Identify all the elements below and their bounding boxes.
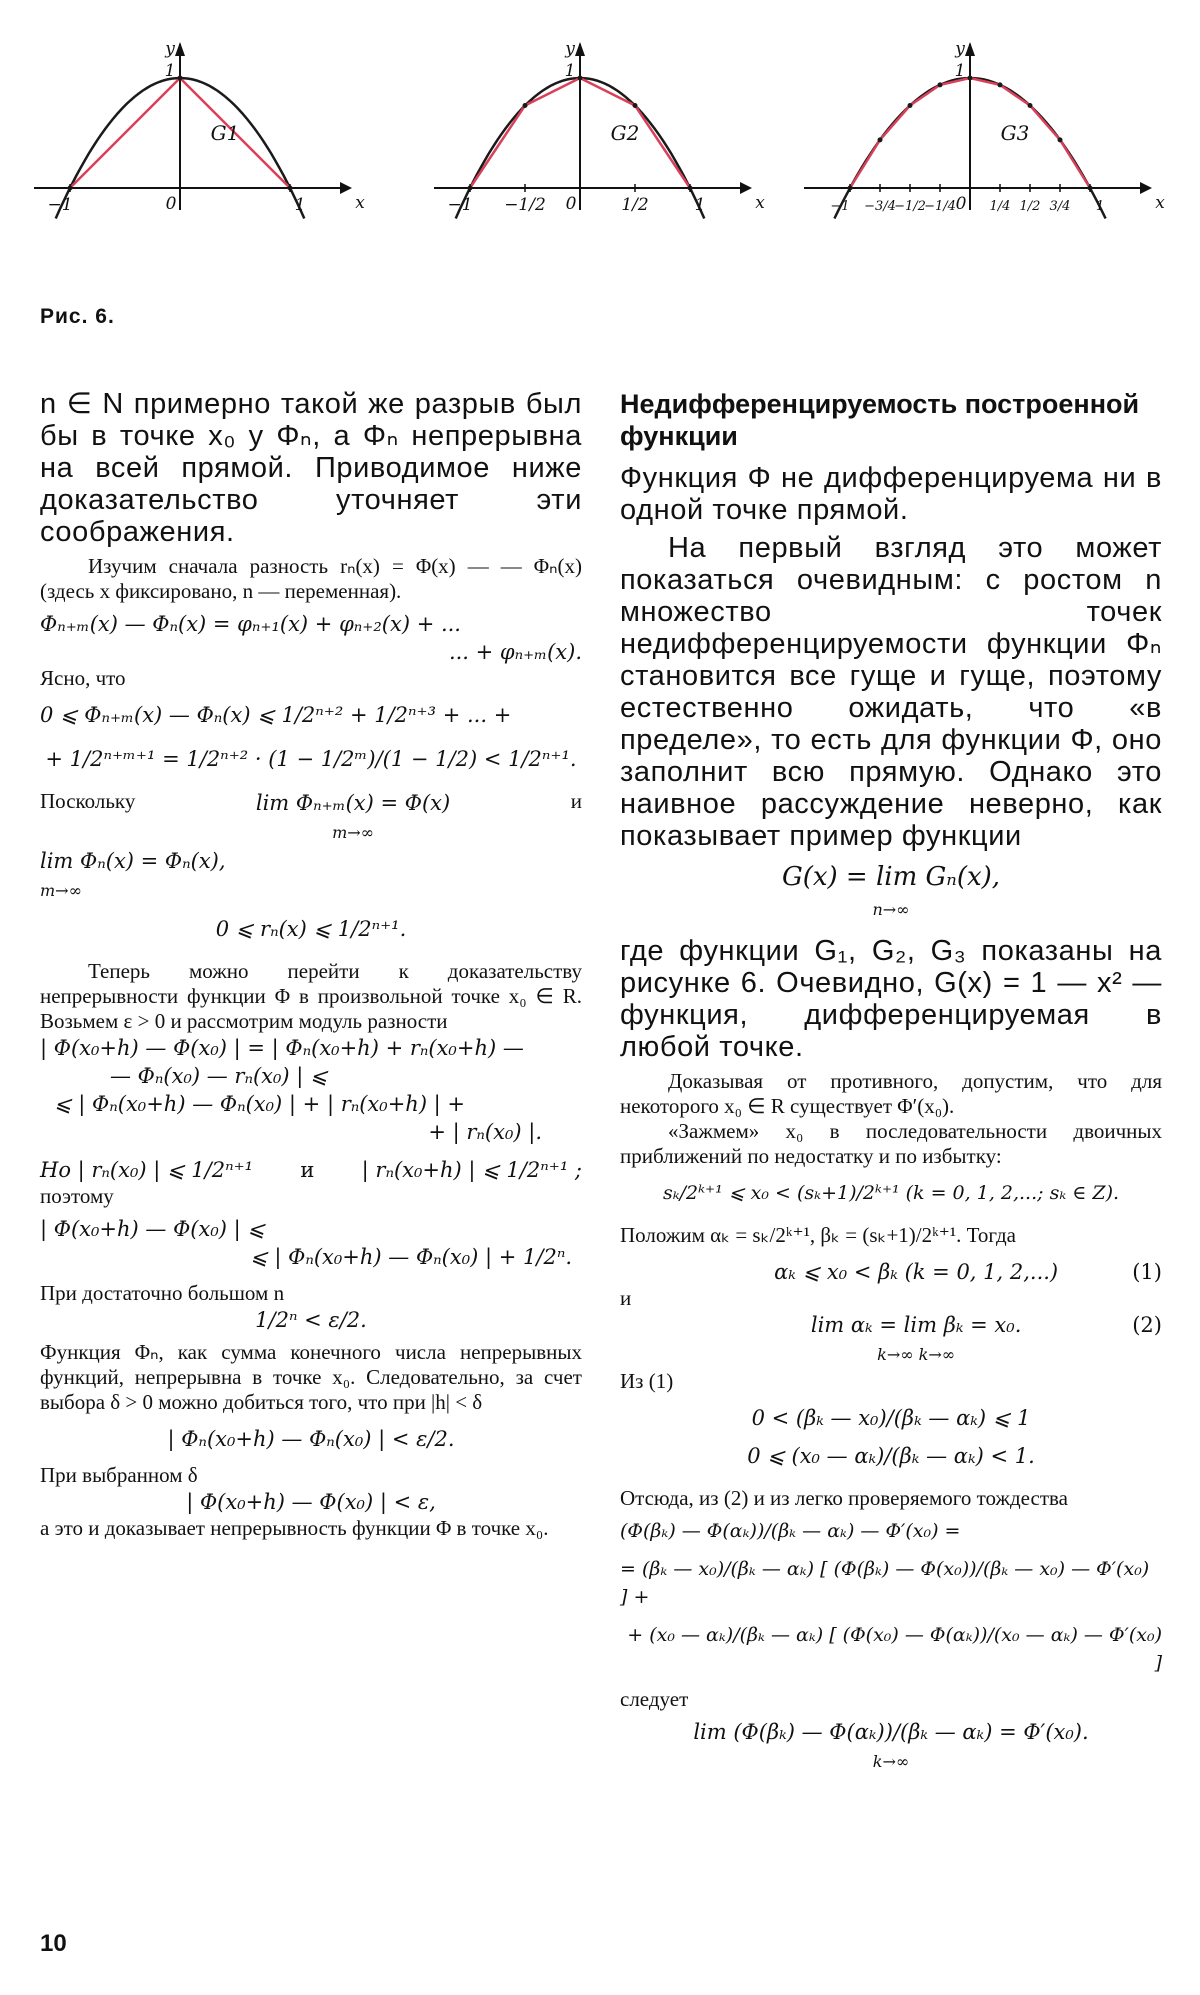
paragraph: «Зажмем» x₀ в последовательности двоичных приближений по недостатку и по избытку: (620, 1119, 1162, 1168)
vertex-point (1058, 137, 1063, 142)
equation: = (βₖ — x₀)/(βₖ — αₖ) [ (Φ(βₖ) — Φ(x₀))/(βₖ — x₀) — Φ′(x₀) ] + (620, 1558, 1150, 1608)
equation: 0 ⩽ rₙ(x) ⩽ 1/2ⁿ⁺¹. (215, 917, 407, 941)
limit-expression: lim Φₙ(x) = Φₙ(x), (40, 849, 226, 873)
limit-subscript: n→∞ (872, 900, 910, 919)
one-label: 1 (954, 61, 966, 81)
x-axis-label: x (1155, 193, 1165, 213)
equation: | rₙ(x₀+h) | ⩽ 1/2ⁿ⁺¹ ; (361, 1158, 582, 1182)
paragraph: Отсюда, из (2) и из легко проверяемого тождества (620, 1486, 1068, 1510)
equation: ... + φₙ₊ₘ(x). (448, 640, 582, 664)
paragraph: Изучим сначала разность rₙ(x) = Φ(x) — — Φₙ(x) (здесь x фиксировано, n — переменная). (40, 554, 582, 603)
equation: sₖ/2ᵏ⁺¹ ⩽ x₀ < (sₖ+1)/2ᵏ⁺¹ (k = 0, 1, 2,...; sₖ ∈ Z). (662, 1182, 1120, 1204)
vertex-point (633, 103, 638, 108)
equation: | Φ(x₀+h) — Φ(x₀) | < ε, (186, 1490, 436, 1514)
y-axis-label: y (165, 40, 175, 59)
limit-subscript: k→∞ (872, 1752, 910, 1771)
equation-row (620, 1311, 1162, 1369)
paragraph: где функции G₁, G₂, G₃ показаны на рисунке 6. Очевидно, G(x) = 1 — x² — функция, дифференцируемая в любой точке. (620, 935, 1162, 1063)
limit-expression: lim αₖ = lim βₖ = x₀. (810, 1313, 1022, 1337)
equation: — Φₙ(x₀) — rₙ(x₀) | ⩽ (110, 1064, 328, 1088)
paragraph: а это и доказывает непрерывность функции Φ в точке x₀. (40, 1516, 549, 1540)
section-heading: Недифференцируемость построенной функции (620, 389, 1140, 451)
vertex-point (178, 76, 183, 81)
tick-label: 1/2 (1019, 199, 1041, 214)
equation (620, 1718, 1162, 1776)
tick-label: −1 (830, 199, 850, 214)
paragraph: Положим αₖ = sₖ/2ᵏ⁺¹, βₖ = (sₖ+1)/2ᵏ⁺¹. Тогда (620, 1223, 1016, 1247)
tick-label: 1/4 (989, 199, 1011, 214)
x-axis-arrow (740, 182, 752, 194)
equation: ⩽ | Φₙ(x₀+h) — Φₙ(x₀) | + | rₙ(x₀+h) | + (54, 1092, 466, 1116)
y-axis-label: y (565, 40, 575, 59)
graph-label: G3 (1000, 121, 1030, 145)
paragraph: Функция Φ не дифференцируема ни в одной точке прямой. (620, 462, 1162, 526)
tick-label: 1/2 (621, 195, 649, 215)
limit-expression: lim (Φ(βₖ) — Φ(αₖ))/(βₖ — αₖ) = Φ′(x₀). (693, 1720, 1089, 1744)
vertex-point (878, 137, 883, 142)
equation (40, 847, 582, 905)
equation: | Φₙ(x₀+h) — Φₙ(x₀) | < ε/2. (167, 1427, 455, 1451)
limit-row (40, 789, 582, 847)
equation: (Φ(βₖ) — Φ(αₖ))/(βₖ — αₖ) — Φ′(x₀) = (620, 1520, 961, 1542)
equation: 0 ⩽ (x₀ — αₖ)/(βₖ — αₖ) < 1. (747, 1444, 1035, 1468)
equation: Φₙ₊ₘ(x) — Φₙ(x) = φₙ₊₁(x) + φₙ₊₂(x) + ... (40, 612, 461, 636)
equation: ⩽ | Φₙ(x₀+h) — Φₙ(x₀) | + 1/2ⁿ. (250, 1245, 572, 1269)
paragraph: и (620, 1286, 632, 1310)
vertex-point (908, 103, 913, 108)
figure-g1 (30, 40, 370, 280)
text: и (570, 789, 582, 813)
tick-label: −1/2 (504, 195, 546, 215)
equation-row (620, 1258, 1162, 1286)
equation (256, 789, 450, 847)
vertex-point (523, 103, 528, 108)
paragraph: следует (620, 1687, 689, 1711)
graph-label: G1 (210, 121, 240, 145)
x-axis-label: x (755, 193, 765, 213)
tick-label: 1 (294, 195, 306, 215)
limit-expression: G(x) = lim Gₙ(x), (781, 862, 1001, 892)
paragraph: Из (1) (620, 1369, 674, 1393)
vertex-point (1028, 103, 1033, 108)
y-axis-label: y (955, 40, 965, 59)
equation: 1/2ⁿ < ε/2. (255, 1308, 367, 1332)
paragraph: Доказывая от противного, допустим, что для некоторого x₀ ∈ R существует Φ′(x₀). (620, 1069, 1162, 1118)
equation-row (40, 1156, 582, 1184)
paragraph: На первый взгляд это может показаться очевидным: с ростом n множество точек недифференцируемости функции Φₙ становится все гуще и гуще, поэтому естественно ожидать, что «в пределе», то есть для функции Φ, оно заполнит всю прямую. Однако это наивное рассуждение неверно, как показывает пример функции (620, 532, 1162, 852)
tick-label: 3/4 (1049, 199, 1071, 214)
page-number: 10 (40, 1930, 67, 1957)
one-label: 1 (564, 61, 576, 81)
paragraph: n ∈ N примерно такой же разрыв был бы в точке x₀ у Φₙ, а Φₙ непрерывна на всей прямой. Приводимое ниже доказательство уточняет эти соображения. (40, 388, 582, 548)
tick-label: −3/4 (864, 199, 896, 214)
vertex-point (998, 82, 1003, 87)
limit-subscript: k→∞ k→∞ (877, 1345, 956, 1364)
zero-label: 0 (955, 194, 967, 214)
equation: + 1/2ⁿ⁺ᵐ⁺¹ = 1/2ⁿ⁺² · (1 − 1/2ᵐ)/(1 − 1/2) < 1/2ⁿ⁺¹. (45, 747, 577, 771)
text: Поскольку (40, 789, 136, 813)
vertex-point (968, 76, 973, 81)
equation: 0 < (βₖ — x₀)/(βₖ — αₖ) ⩽ 1 (751, 1406, 1031, 1430)
equation: + (x₀ — αₖ)/(βₖ — αₖ) [ (Φ(x₀) — Φ(αₖ))/(x₀ — αₖ) — Φ′(x₀) ] (627, 1624, 1162, 1674)
tick-label: −1/2 (894, 199, 926, 214)
y-axis-arrow (575, 42, 585, 56)
x-axis-arrow (1140, 182, 1152, 194)
equation: 0 ⩽ Φₙ₊ₘ(x) — Φₙ(x) ⩽ 1/2ⁿ⁺² + 1/2ⁿ⁺³ + ... + (40, 703, 512, 727)
x-axis-label: x (355, 193, 365, 213)
equation-number: (1) (1132, 1260, 1162, 1284)
figure-caption: Рис. 6. (40, 305, 115, 328)
tick-label: −1 (47, 195, 73, 215)
right-column (620, 388, 1162, 1776)
one-label: 1 (164, 61, 176, 81)
vertex-point (938, 82, 943, 87)
equation: | Φ(x₀+h) — Φ(x₀) | ⩽ (40, 1217, 265, 1241)
figure-g2 (430, 40, 770, 280)
paragraph: Функция Φₙ, как сумма конечного числа непрерывных функций, непрерывна в точке x₀. Следовательно, за счет выбора δ > 0 можно добиться того, что при |h| < δ (40, 1340, 582, 1414)
equation: + | rₙ(x₀) |. (428, 1120, 542, 1144)
figure-g3 (800, 40, 1170, 280)
limit-expression: lim Φₙ₊ₘ(x) = Φ(x) (255, 791, 451, 815)
tick-label: −1 (447, 195, 473, 215)
tick-label: −1/4 (924, 199, 956, 214)
limit-subscript: m→∞ (332, 823, 374, 842)
paragraph: поэтому (40, 1184, 114, 1208)
paragraph: При достаточно большом n (40, 1281, 285, 1305)
text: и (300, 1158, 315, 1182)
paragraph: Ясно, что (40, 666, 126, 690)
zero-label: 0 (165, 194, 177, 214)
tick-label: 1 (694, 195, 706, 215)
equation: αₖ ⩽ x₀ < βₖ (k = 0, 1, 2,...) (774, 1260, 1059, 1284)
x-axis-arrow (340, 182, 352, 194)
equation: Но | rₙ(x₀) | ⩽ 1/2ⁿ⁺¹ (40, 1158, 254, 1182)
equation (620, 862, 1162, 925)
y-axis-arrow (175, 42, 185, 56)
equation-number: (2) (1132, 1313, 1162, 1337)
limit-subscript: m→∞ (40, 881, 82, 900)
paragraph: При выбранном δ (40, 1463, 198, 1487)
equation (811, 1311, 1022, 1369)
zero-label: 0 (565, 194, 577, 214)
vertex-point (578, 76, 583, 81)
graph-label: G2 (610, 121, 640, 145)
left-column (40, 388, 582, 1541)
equation: | Φ(x₀+h) — Φ(x₀) | = | Φₙ(x₀+h) + rₙ(x₀+h) — (40, 1036, 524, 1060)
y-axis-arrow (965, 42, 975, 56)
paragraph: Теперь можно перейти к доказательству непрерывности функции Φ в произвольной точке x₀ ∈ R. Возьмем ε > 0 и рассмотрим модуль разности (40, 959, 582, 1033)
tick-label: 1 (1095, 199, 1105, 214)
